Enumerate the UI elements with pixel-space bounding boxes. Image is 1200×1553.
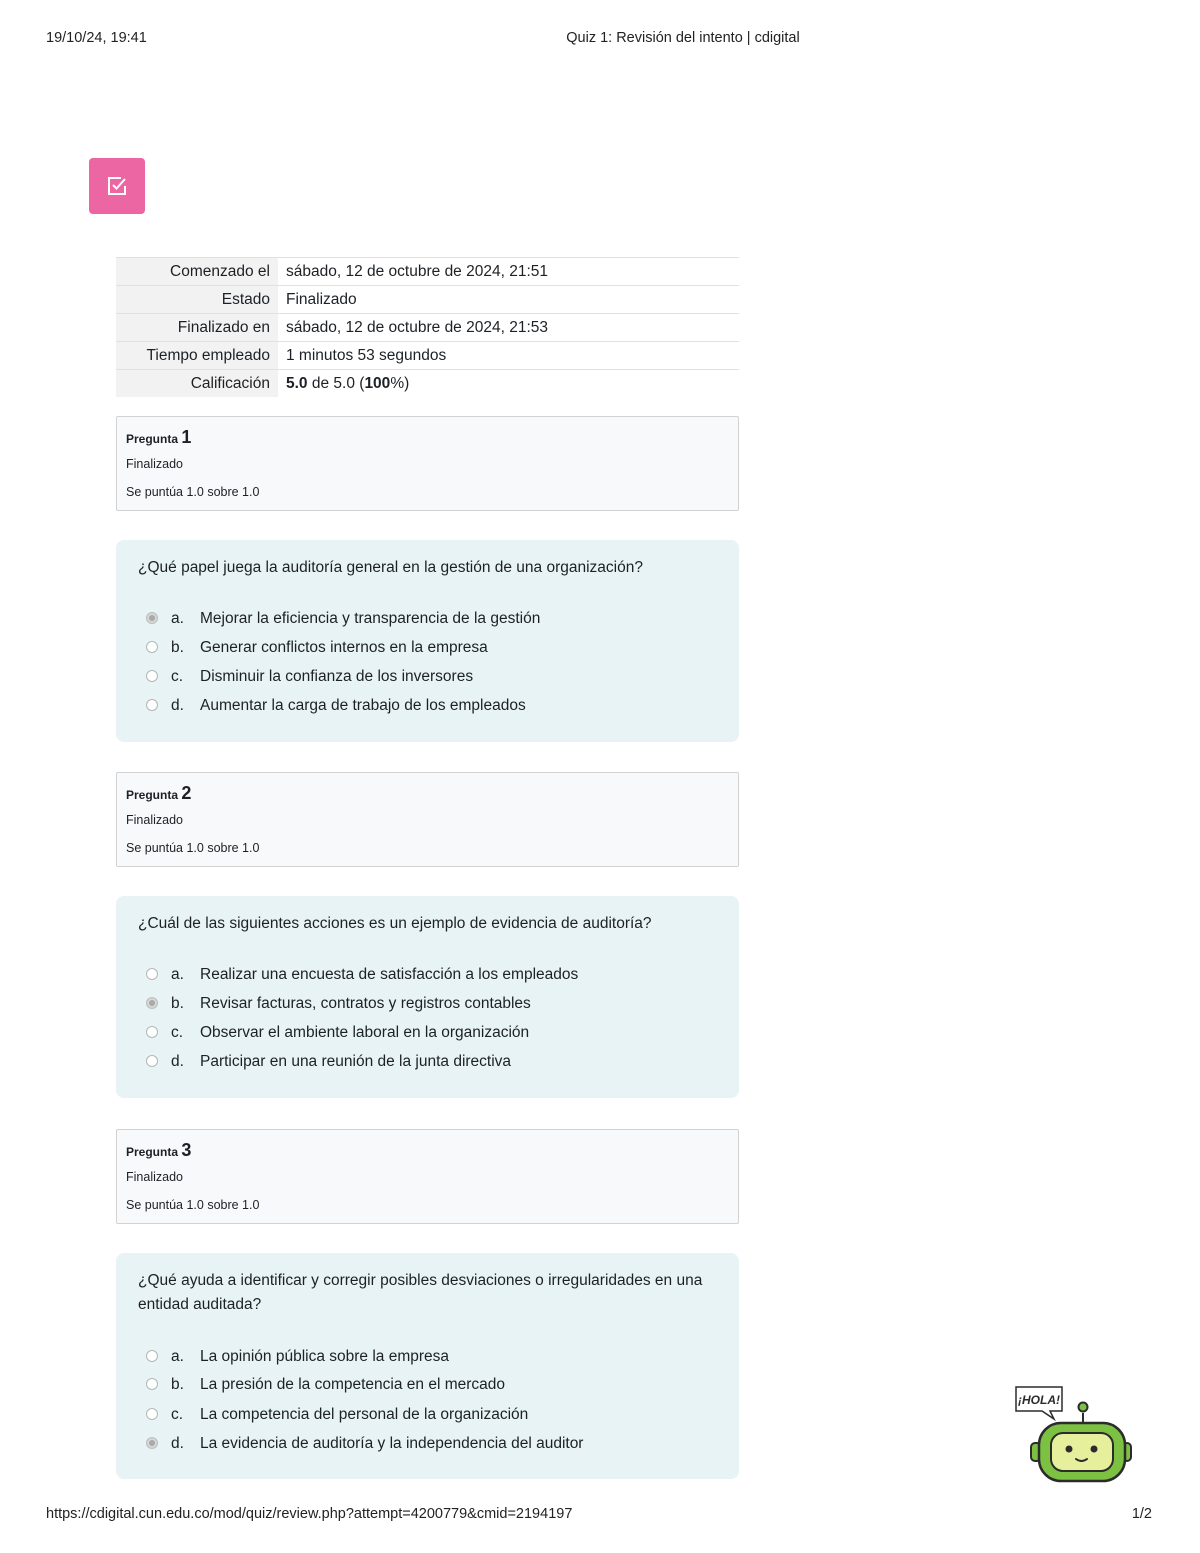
question-grade: Se puntúa 1.0 sobre 1.0	[126, 841, 260, 855]
radio-icon[interactable]	[146, 968, 158, 980]
summary-row-finished	[116, 314, 739, 342]
grade-end: %)	[390, 374, 410, 392]
radio-icon[interactable]	[146, 641, 158, 653]
question-info	[116, 1129, 739, 1224]
summary-row-time	[116, 342, 739, 370]
radio-icon[interactable]	[146, 1408, 158, 1420]
summary-row-grade	[116, 370, 739, 398]
question-grade: Se puntúa 1.0 sobre 1.0	[126, 1198, 260, 1212]
radio-icon[interactable]	[146, 1026, 158, 1038]
summary-value	[278, 370, 739, 398]
radio-icon[interactable]	[146, 1378, 158, 1390]
print-header	[0, 28, 1200, 50]
chatbot-button[interactable]	[1012, 1383, 1132, 1487]
radio-icon[interactable]	[146, 1350, 158, 1362]
radio-icon[interactable]	[146, 1055, 158, 1067]
summary-label: Estado	[116, 286, 278, 314]
print-date: 19/10/24, 19:41	[46, 30, 147, 46]
radio-selected-icon[interactable]	[146, 997, 158, 1009]
question-text: ¿Qué papel juega la auditoría general en la gestión de una organización?	[138, 559, 643, 576]
question-grade: Se puntúa 1.0 sobre 1.0	[126, 485, 260, 499]
summary-label: Calificación	[116, 370, 278, 398]
radio-icon[interactable]	[146, 699, 158, 711]
print-url: https://cdigital.cun.edu.co/mod/quiz/review.php?attempt=4200779&cmid=2194197	[46, 1506, 573, 1522]
question-number: Pregunta 3	[126, 1140, 192, 1160]
grade-mid: de 5.0 (	[307, 374, 365, 392]
question-info	[116, 772, 739, 867]
question-info	[116, 416, 739, 511]
summary-label: Tiempo empleado	[116, 342, 278, 370]
summary-value: sábado, 12 de octubre de 2024, 21:51	[278, 258, 739, 286]
summary-value: sábado, 12 de octubre de 2024, 21:53	[278, 314, 739, 342]
question-state: Finalizado	[126, 813, 183, 827]
grade-percent: 100	[364, 374, 391, 392]
question-number: Pregunta 2	[126, 783, 192, 803]
attempt-summary-table	[116, 257, 739, 397]
print-page-number: 1/2	[1131, 1506, 1152, 1522]
quiz-check-icon	[106, 175, 128, 197]
radio-selected-icon[interactable]	[146, 1437, 158, 1449]
question-state: Finalizado	[126, 457, 183, 471]
chatbot-bubble-text: ¡HOLA!	[1018, 1393, 1060, 1407]
summary-row-started	[116, 258, 739, 286]
question-text: ¿Cuál de las siguientes acciones es un ejemplo de evidencia de auditoría?	[138, 915, 652, 932]
quiz-activity-icon	[89, 158, 145, 214]
print-title: Quiz 1: Revisión del intento | cdigital	[566, 30, 800, 46]
summary-label: Comenzado el	[116, 258, 278, 286]
question-content: ¿Cuál de las siguientes acciones es un ejemplo de evidencia de auditoría? a. Realizar una encuesta de satisfacción a los empleados b. Revisar facturas, contratos y registros contables c. Observar el ambiente laboral en la organización d. Participar en una reunión de la junta directiva	[116, 896, 739, 1098]
summary-row-state	[116, 286, 739, 314]
radio-icon[interactable]	[146, 670, 158, 682]
question-state: Finalizado	[126, 1170, 183, 1184]
grade-score: 5.0	[286, 374, 308, 392]
question-content: ¿Qué ayuda a identificar y corregir posibles desviaciones o irregularidades en una entidad auditada? a. La opinión pública sobre la empresa b. La presión de la competencia en el mercado c. La competencia del personal de la organización d. La evidencia de auditoría y la independencia del auditor	[116, 1253, 739, 1479]
question-content: ¿Qué papel juega la auditoría general en la gestión de una organización? a. Mejorar la eficiencia y transparencia de la gestión b. Generar conflictos internos en la empresa c. Disminuir la confianza de los inversores d. Aumentar la carga de trabajo de los empleados	[116, 540, 739, 742]
radio-selected-icon[interactable]	[146, 612, 158, 624]
question-number: Pregunta 1	[126, 427, 192, 447]
summary-label: Finalizado en	[116, 314, 278, 342]
summary-value: 1 minutos 53 segundos	[278, 342, 739, 370]
question-text: ¿Qué ayuda a identificar y corregir posibles desviaciones o irregularidades en una entidad auditada?	[138, 1272, 703, 1313]
summary-value: Finalizado	[278, 286, 739, 314]
robot-chat-icon	[1012, 1383, 1132, 1487]
